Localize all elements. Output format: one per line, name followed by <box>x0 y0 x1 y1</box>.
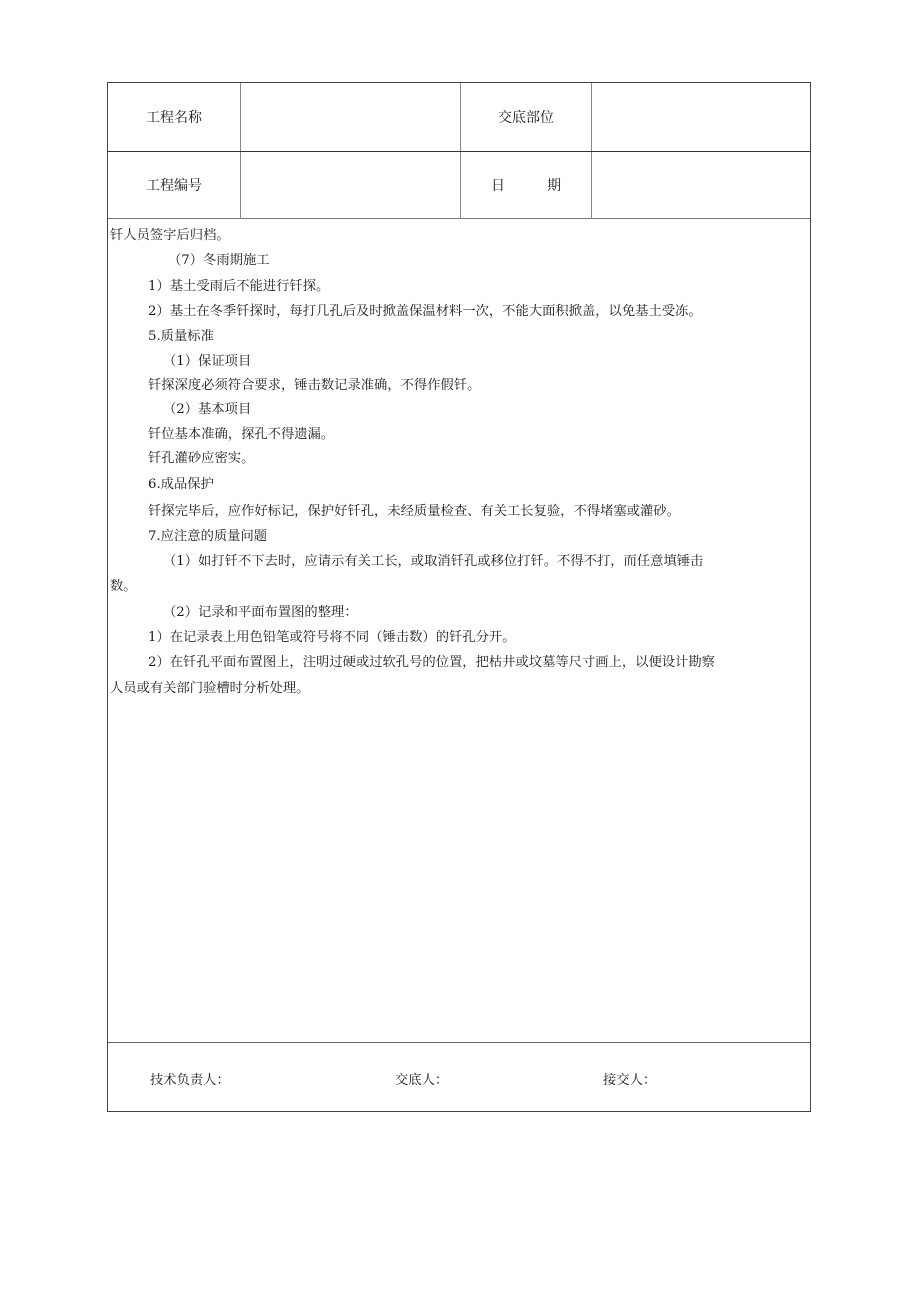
content-line: 人员或有关部门验槽时分析处理。 <box>110 681 310 696</box>
disclosure-content <box>108 219 810 1043</box>
date-label <box>461 152 592 218</box>
content-line: （1）如打钎不下去时，应请示有关工长，或取消钎孔或移位打钎。不得不打，而任意填锤击 <box>163 554 704 569</box>
content-line: 数。 <box>110 579 137 594</box>
disclosure-form <box>107 82 811 1112</box>
date-label-part1: 日 <box>491 178 505 194</box>
receiver-signature-label: 接交人： <box>603 1073 657 1088</box>
signature-row <box>108 1043 810 1111</box>
content-line: 钎人员签字后归档。 <box>110 228 230 243</box>
date-label-part2: 期 <box>547 178 561 194</box>
content-line: （2）记录和平面布置图的整理： <box>163 605 358 620</box>
project-name-label: 工程名称 <box>108 83 241 151</box>
project-number-field[interactable] <box>241 152 461 218</box>
content-line: 6.成品保护 <box>148 477 214 492</box>
content-line: 2）基土在冬季钎探时，每打几孔后及时掀盖保温材料一次，不能大面积掀盖，以免基土受冻。 <box>148 304 702 319</box>
content-line: 钎位基本准确，探孔不得遗漏。 <box>148 427 335 442</box>
date-field[interactable] <box>592 152 811 218</box>
project-name-field[interactable] <box>241 83 461 151</box>
header-row-project-number <box>108 152 810 219</box>
project-number-label: 工程编号 <box>108 152 241 218</box>
tech-lead-signature-label: 技术负责人： <box>150 1073 230 1088</box>
header-row-project-name <box>108 83 810 152</box>
content-line: 5.质量标准 <box>148 329 214 344</box>
content-line: （2）基本项目 <box>163 402 252 417</box>
content-line: 1）基土受雨后不能进行钎探。 <box>148 279 330 294</box>
content-line: 钎探完毕后，应作好标记，保护好钎孔，未经质量检查、有关工长复验，不得堵塞或灌砂。 <box>148 504 680 519</box>
discloser-signature-label: 交底人： <box>395 1073 449 1088</box>
content-line: 7.应注意的质量问题 <box>148 529 268 544</box>
content-line: 钎孔灌砂应密实。 <box>148 451 255 466</box>
content-line: 1）在记录表上用色铅笔或符号将不同（锤击数）的钎孔分开。 <box>148 630 516 645</box>
disclosure-location-label: 交底部位 <box>461 83 592 151</box>
content-line: （1）保证项目 <box>163 354 252 369</box>
disclosure-location-field[interactable] <box>592 83 811 151</box>
content-line: 2）在钎孔平面布置图上，注明过硬或过软孔号的位置，把枯井或坟墓等尺寸画上，以便设计勘察 <box>148 655 715 670</box>
content-line: （7）冬雨期施工 <box>168 253 270 268</box>
content-line: 钎探深度必须符合要求，锤击数记录准确，不得作假钎。 <box>148 378 481 393</box>
